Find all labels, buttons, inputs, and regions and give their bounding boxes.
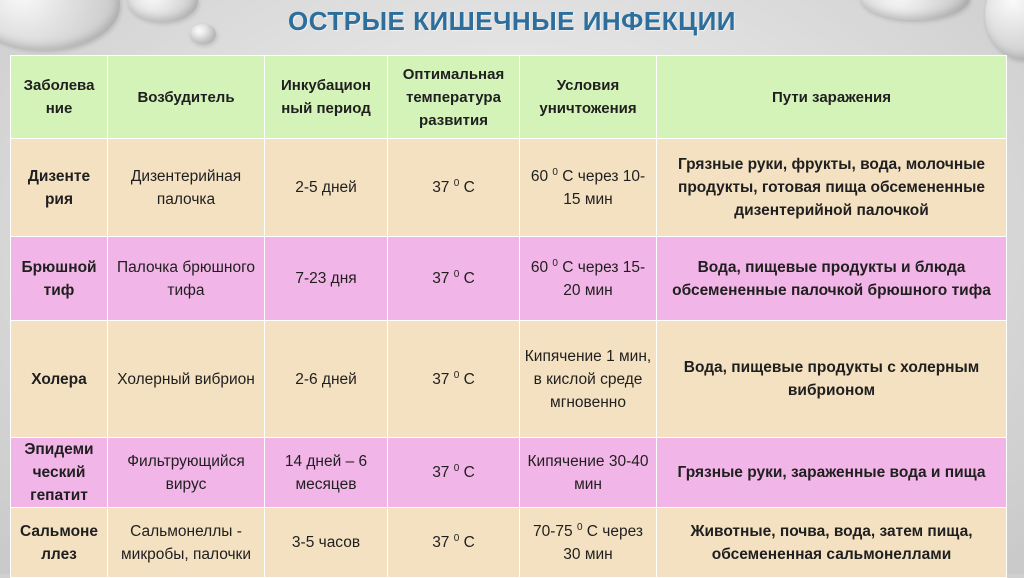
incubation-cell: 2-6 дней [265, 321, 388, 438]
table-row [11, 438, 1007, 508]
pathogen-cell: Холерный вибрион [108, 321, 265, 438]
pathogen-cell: Фильтрующийся вирус [108, 438, 265, 508]
routes-cell: Вода, пищевые продукты и блюда обсемененные палочкой брюшного тифа [657, 237, 1007, 321]
temperature-cell: 37 $^0$ С [388, 321, 520, 438]
table-row [11, 508, 1007, 578]
destruction-cell: Кипячение 30-40 мин [520, 438, 657, 508]
temperature-cell: 37 $^0$ С [388, 237, 520, 321]
disease-cell: Брюшной тиф [11, 237, 108, 321]
routes-cell: Животные, почва, вода, затем пища, обсемененная сальмонеллами [657, 508, 1007, 578]
header-pathogen: Возбудитель [108, 56, 265, 139]
routes-cell: Грязные руки, зараженные вода и пища [657, 438, 1007, 508]
infections-table [10, 55, 1007, 578]
routes-cell: Грязные руки, фрукты, вода, молочные продукты, готовая пища обсемененные дизентерийной палочкой [657, 139, 1007, 237]
routes-cell: Вода, пищевые продукты с холерным вибрионом [657, 321, 1007, 438]
temperature-cell: 37 $^0$ С [388, 508, 520, 578]
header-destruction: Условия уничтожения [520, 56, 657, 139]
header-routes: Пути заражения [657, 56, 1007, 139]
destruction-cell: 60 $^0$ С через 10-15 мин [520, 139, 657, 237]
table-header-row [11, 56, 1007, 139]
incubation-cell: 7-23 дня [265, 237, 388, 321]
incubation-cell: 2-5 дней [265, 139, 388, 237]
incubation-cell: 14 дней – 6 месяцев [265, 438, 388, 508]
pathogen-cell: Сальмонеллы - микробы, палочки [108, 508, 265, 578]
destruction-cell: 70-75 $^0$ С через 30 мин [520, 508, 657, 578]
incubation-cell: 3-5 часов [265, 508, 388, 578]
disease-cell: Сальмоне ллез [11, 508, 108, 578]
destruction-cell: 60 $^0$ С через 15-20 мин [520, 237, 657, 321]
temperature-cell: 37 $^0$ С [388, 139, 520, 237]
header-incubation: Инкубацион ный период [265, 56, 388, 139]
temperature-cell: 37 $^0$ С [388, 438, 520, 508]
disease-cell: Дизенте рия [11, 139, 108, 237]
table-row [11, 321, 1007, 438]
disease-cell: Эпидеми ческий гепатит [11, 438, 108, 508]
pathogen-cell: Палочка брюшного тифа [108, 237, 265, 321]
pathogen-cell: Дизентерийная палочка [108, 139, 265, 237]
page-title: ОСТРЫЕ КИШЕЧНЫЕ ИНФЕКЦИИ [288, 6, 736, 36]
table-row [11, 237, 1007, 321]
disease-cell: Холера [11, 321, 108, 438]
header-disease: Заболева ние [11, 56, 108, 139]
header-temperature: Оптимальная температура развития [388, 56, 520, 139]
table-row [11, 139, 1007, 237]
destruction-cell: Кипячение 1 мин, в кислой среде мгновенно [520, 321, 657, 438]
